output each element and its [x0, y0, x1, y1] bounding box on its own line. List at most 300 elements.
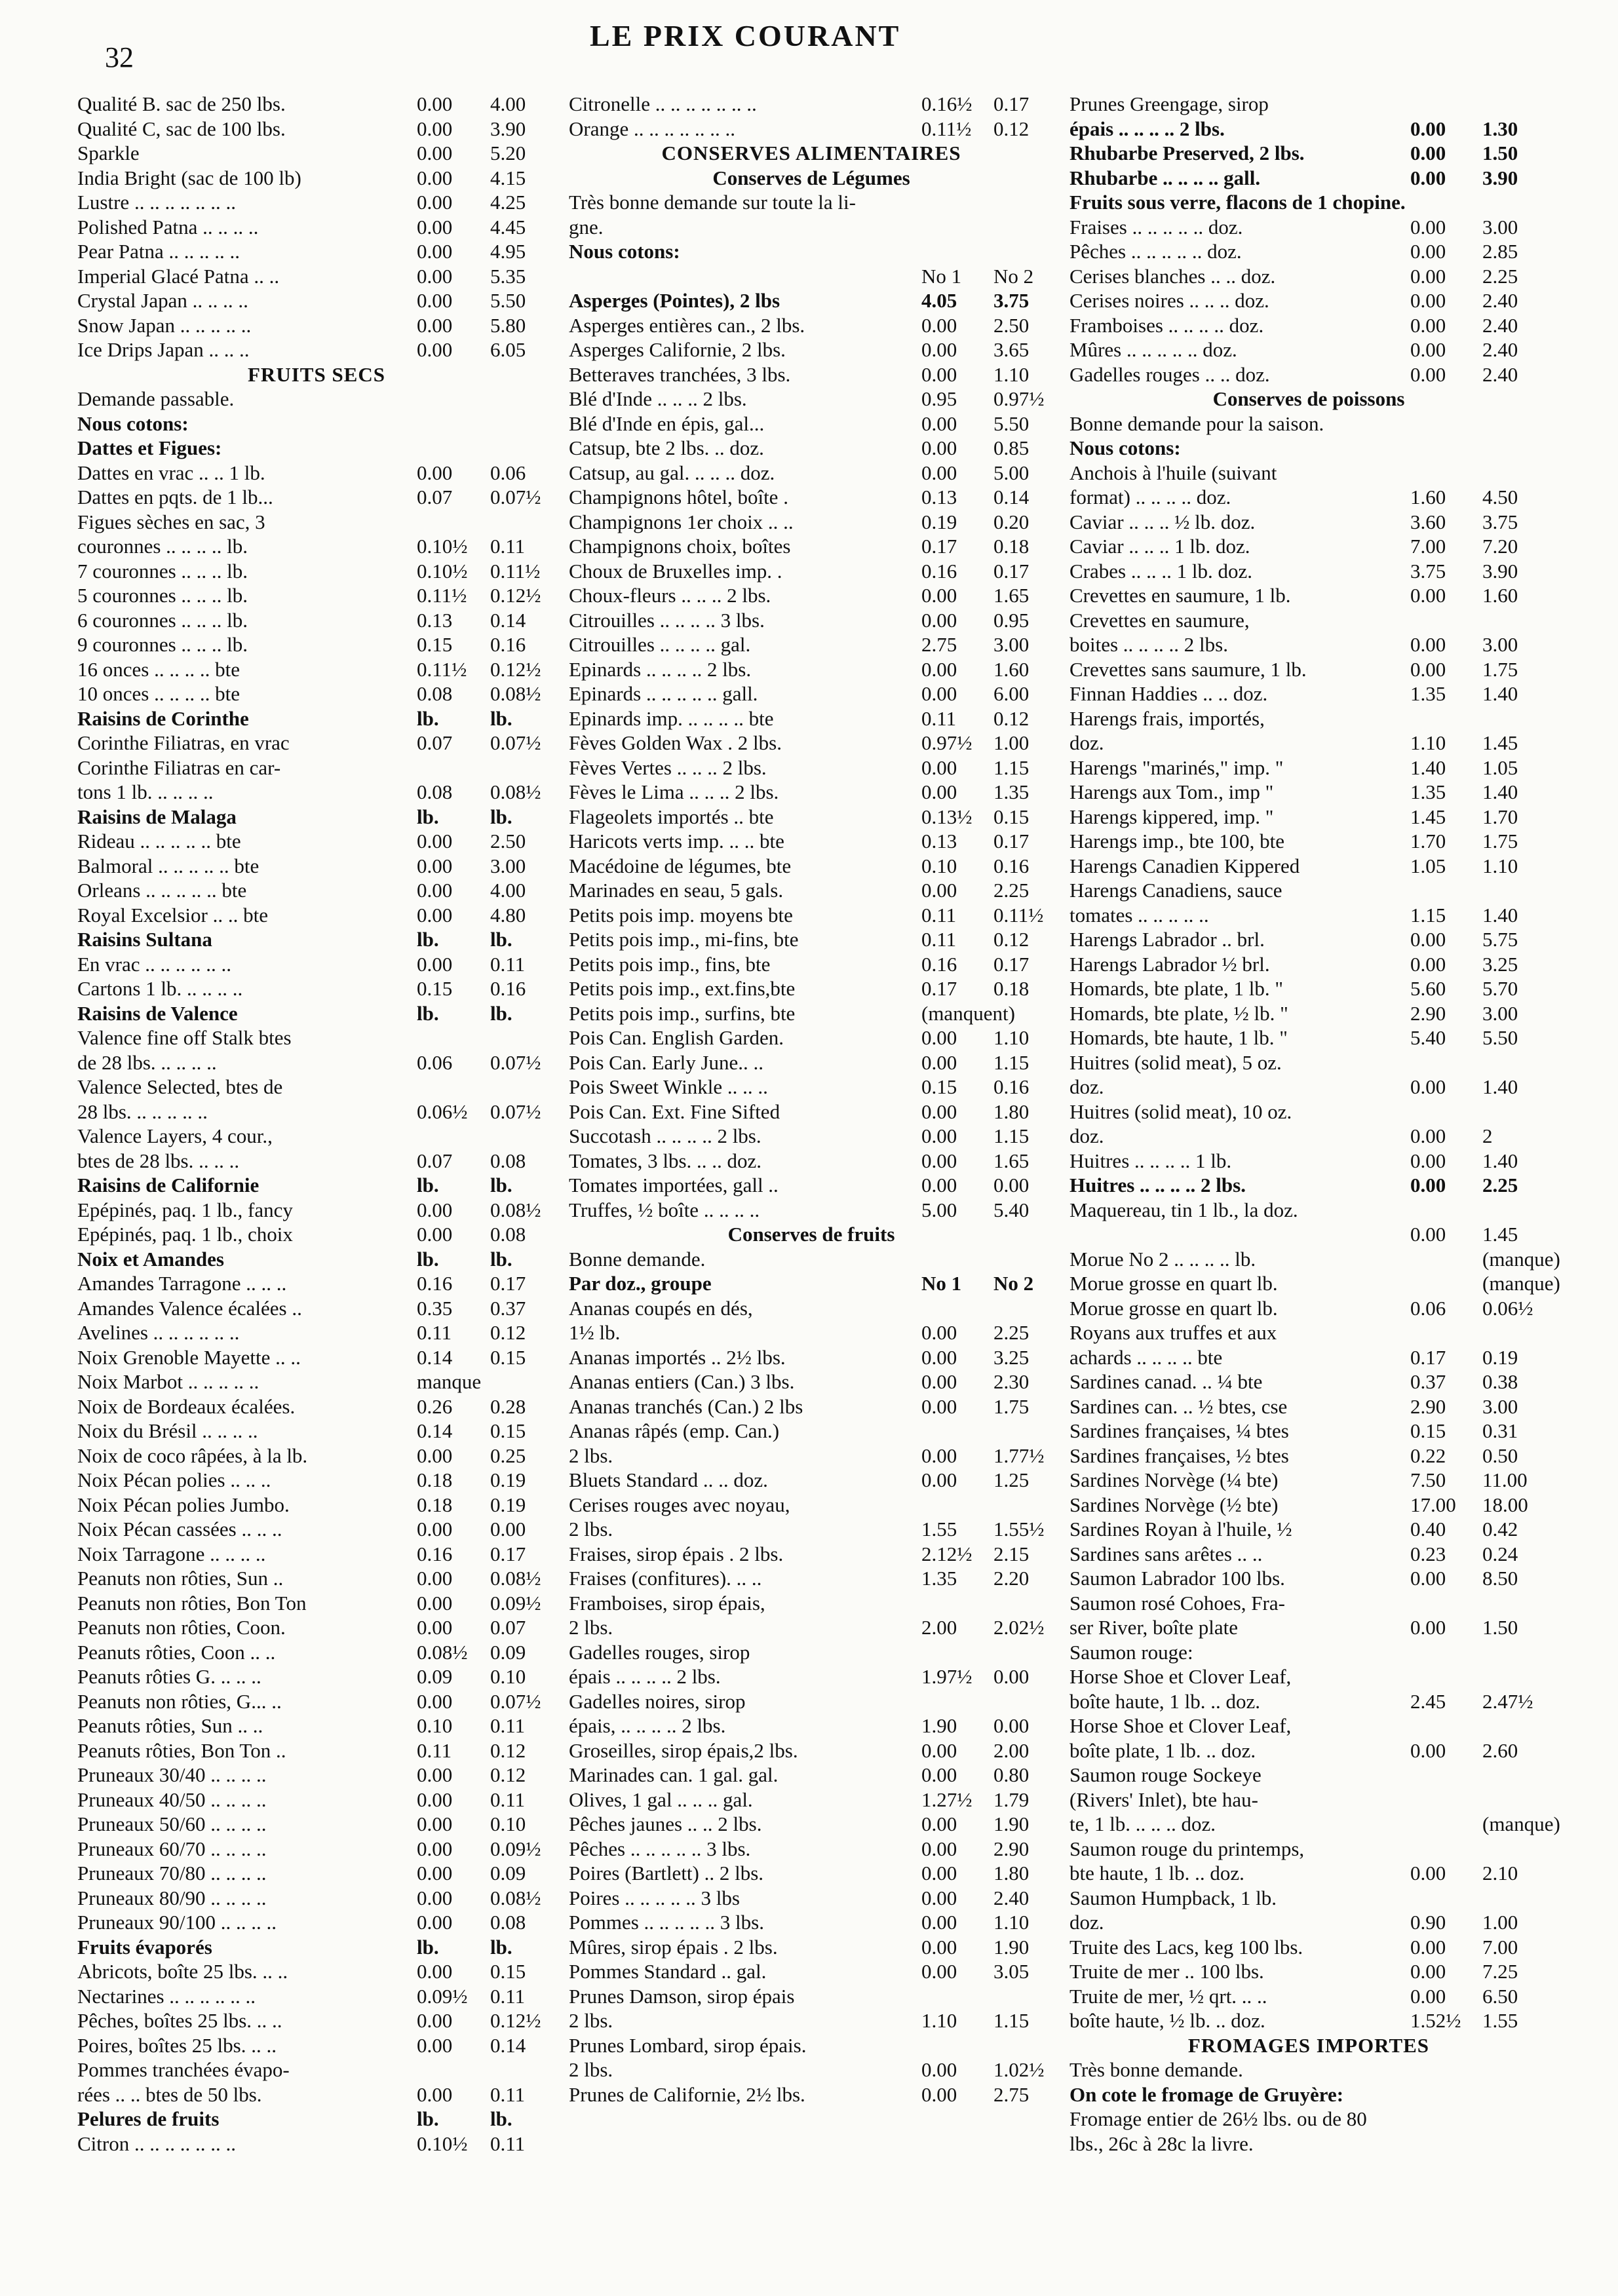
price-value: 1.65	[993, 1149, 1030, 1172]
item-label: Mûres .. .. .. .. .. doz.	[1069, 338, 1237, 361]
price-value	[490, 1369, 556, 1394]
price-row	[77, 1271, 556, 1296]
price-row	[1069, 1025, 1548, 1050]
price-row	[77, 313, 556, 338]
price-value: 1.25	[993, 1468, 1030, 1491]
price-value: 0.00	[993, 1174, 1030, 1196]
price-value: 1.40	[1410, 756, 1446, 779]
item-label: Très bonne demande sur toute la li-	[569, 191, 856, 214]
price-row	[77, 829, 556, 854]
price-row	[569, 559, 1054, 584]
item-label: Pommes .. .. .. .. .. 3 lbs.	[569, 1911, 764, 1934]
price-value: lb.	[417, 706, 439, 730]
item-label: Asperges entières can., 2 lbs.	[569, 313, 805, 337]
price-value: 0.95	[921, 387, 957, 410]
price-row	[77, 1615, 556, 1640]
price-row	[569, 1886, 1054, 1911]
price-value: 1.27½	[921, 1788, 973, 1811]
item-label: Conserves de Légumes	[712, 166, 910, 189]
price-row	[77, 1664, 556, 1689]
item-label: Horse Shoe et Clover Leaf,	[1069, 1714, 1292, 1737]
price-value: lb.	[490, 1001, 512, 1025]
price-row	[1069, 288, 1548, 313]
item-label: Fèves Vertes .. .. .. 2 lbs.	[569, 756, 767, 779]
price-value: 0.07½	[490, 731, 541, 754]
price-row	[1069, 1100, 1548, 1124]
price-value: 0.08	[490, 1223, 526, 1246]
price-value: 2.60	[1482, 1738, 1518, 1762]
price-row	[1069, 1812, 1560, 1837]
price-value: 0.11	[417, 1321, 452, 1344]
price-value: 0.00	[993, 1714, 1030, 1737]
price-value: 0.06½	[1482, 1296, 1533, 1320]
price-value: 5.40	[1410, 1026, 1446, 1049]
item-label: Truite des Lacs, keg 100 lbs.	[1069, 1935, 1303, 1959]
price-row	[1069, 1713, 1548, 1738]
price-row	[569, 1369, 1054, 1394]
item-label: Pruneaux 60/70 .. .. .. ..	[77, 1837, 267, 1860]
item-label: Tomates, 3 lbs. .. .. doz.	[569, 1149, 762, 1172]
price-row	[1069, 952, 1548, 977]
item-label: Choux-fleurs .. .. .. 2 lbs.	[569, 584, 771, 607]
item-label: Gadelles rouges, sirop	[569, 1640, 750, 1664]
price-row	[569, 387, 1054, 411]
price-value: 17.00	[1410, 1493, 1456, 1516]
price-column-3	[1069, 92, 1560, 2156]
item-label: Epinards imp. .. .. .. .. bte	[569, 706, 774, 730]
price-value: 0.06½	[417, 1100, 468, 1123]
price-value: 5.50	[490, 289, 526, 312]
item-label: Noix de Bordeaux écalées.	[77, 1394, 296, 1418]
price-row	[569, 608, 1054, 633]
price-row	[569, 239, 1054, 264]
price-row	[1069, 1689, 1548, 1714]
item-label: India Bright (sac de 100 lb)	[77, 166, 301, 189]
price-value: 0.00	[417, 1763, 453, 1786]
item-label: Raisins de Californie	[77, 1174, 260, 1196]
item-label: tomates .. .. .. .. ..	[1069, 903, 1209, 927]
price-value: 7.00	[1482, 1935, 1518, 1959]
price-value: 0.00	[417, 240, 453, 263]
item-label: On cote le fromage de Gruyère:	[1069, 2082, 1344, 2106]
item-label: Huitres (solid meat), 10 oz.	[1069, 1100, 1292, 1123]
price-row	[569, 166, 1054, 191]
price-row	[77, 1394, 556, 1419]
price-row	[77, 1444, 556, 1468]
item-label: Fraises .. .. .. .. .. doz.	[1069, 215, 1243, 239]
price-value: 1.15	[993, 1124, 1030, 1147]
item-label: Marinades en seau, 5 gals.	[569, 879, 784, 902]
price-row	[569, 952, 1054, 977]
price-value: 2.25	[993, 1321, 1030, 1344]
item-label: Horse Shoe et Clover Leaf,	[1069, 1665, 1292, 1688]
price-value: 3.75	[1482, 510, 1518, 533]
price-row	[569, 1198, 1054, 1223]
price-value: 11.00	[1482, 1468, 1528, 1491]
item-label: 2 lbs.	[569, 2009, 613, 2032]
price-row	[569, 1247, 1054, 1272]
price-row	[1069, 1886, 1548, 1911]
price-row	[569, 1419, 1054, 1444]
item-label: Imperial Glacé Patna .. ..	[77, 264, 280, 288]
item-label: Polished Patna .. .. .. ..	[77, 215, 259, 239]
price-row	[77, 288, 556, 313]
price-value: 3.05	[993, 1960, 1030, 1983]
price-value: 0.11	[490, 1788, 526, 1811]
price-value: 0.00	[921, 584, 957, 607]
price-row	[77, 878, 556, 903]
price-value: 0.10	[490, 1665, 526, 1688]
price-value: 0.00	[921, 1321, 957, 1344]
price-row	[1069, 1591, 1548, 1616]
price-row	[1069, 2008, 1548, 2033]
price-row	[1069, 1640, 1548, 1665]
price-row	[569, 288, 1054, 313]
price-row	[77, 1591, 556, 1616]
price-value: 0.00	[921, 436, 957, 459]
price-row	[77, 239, 556, 264]
price-value: 4.00	[490, 92, 526, 115]
item-label: Noix Pécan polies Jumbo.	[77, 1493, 290, 1516]
item-label: Petits pois imp. moyens bte	[569, 903, 793, 927]
item-label: Demande passable.	[77, 387, 235, 410]
price-value: 0.16	[490, 977, 526, 1000]
price-value: 1.05	[1410, 854, 1446, 877]
item-label: Citrouilles .. .. .. .. gal.	[569, 633, 751, 656]
price-row	[1069, 1222, 1548, 1247]
price-value: 1.75	[1482, 657, 1518, 681]
price-value: 0.06	[417, 1050, 453, 1074]
price-row	[569, 1149, 1054, 1174]
price-value: 0.00	[921, 1738, 957, 1762]
price-row	[569, 854, 1054, 879]
item-label: Pêches jaunes .. .. 2 lbs.	[569, 1812, 762, 1835]
price-value: 0.19	[490, 1493, 526, 1516]
item-label: Mûres, sirop épais . 2 lbs.	[569, 1935, 778, 1959]
item-label: Catsup, au gal. .. .. .. doz.	[569, 461, 775, 484]
price-value: 5.50	[993, 411, 1030, 435]
price-row	[569, 337, 1054, 362]
item-label: Raisins de Valence	[77, 1001, 238, 1025]
price-value: 4.25	[490, 191, 526, 214]
item-label: Prunes Greengage, sirop	[1069, 92, 1269, 115]
item-label: Truite de mer, ½ qrt. .. ..	[1069, 1984, 1267, 2008]
item-label: 2 lbs.	[569, 1616, 613, 1639]
item-label: Amandes Tarragone .. .. ..	[77, 1272, 287, 1295]
price-value: 0.00	[921, 1812, 957, 1835]
price-value: No 1	[921, 264, 962, 288]
price-value: 0.12½	[490, 2009, 541, 2032]
price-row	[1069, 1173, 1548, 1198]
price-value: 0.07½	[490, 1689, 541, 1713]
price-value: 0.00	[1410, 1935, 1446, 1959]
price-value: 4.95	[490, 240, 526, 263]
price-value: 0.07½	[490, 486, 541, 508]
price-value: 0.00	[1410, 215, 1446, 239]
price-value: 0.19	[921, 510, 957, 533]
item-label: boîte haute, 1 lb. .. doz.	[1069, 1689, 1260, 1713]
item-label: Sardines françaises, ¼ btes	[1069, 1419, 1289, 1442]
price-value: 0.00	[417, 854, 453, 877]
price-value: 0.08	[417, 682, 453, 705]
price-value: 1.80	[993, 1862, 1030, 1885]
item-label: Noix et Amandes	[77, 1247, 224, 1271]
item-label: Fèves Golden Wax . 2 lbs.	[569, 731, 782, 754]
item-label: Sparkle	[77, 142, 140, 164]
price-value: 2.90	[1410, 1394, 1446, 1418]
item-label: Avelines .. .. .. .. .. ..	[77, 1321, 240, 1344]
price-row	[569, 878, 1054, 903]
price-row	[1069, 1517, 1548, 1542]
price-value: 0.00	[417, 1911, 453, 1934]
price-row	[1069, 264, 1548, 289]
price-value: 0.00	[1410, 1567, 1446, 1590]
price-value: 0.00	[921, 682, 957, 705]
price-row	[1069, 510, 1548, 535]
item-label: Pear Patna .. .. .. .. ..	[77, 240, 240, 263]
price-value: 1.40	[1482, 1075, 1518, 1098]
price-value: 0.00	[417, 2009, 453, 2032]
item-label: 2 lbs.	[569, 1444, 613, 1467]
price-value: 0.08½	[490, 682, 541, 705]
section-heading	[569, 141, 1054, 166]
price-row	[569, 1394, 1054, 1419]
item-label: Prunes Damson, sirop épais	[569, 1984, 795, 2008]
item-label: Truffes, ½ boîte .. .. .. ..	[569, 1198, 760, 1221]
item-label: Tomates importées, gall ..	[569, 1174, 779, 1196]
price-value: 0.17	[993, 92, 1030, 115]
price-value: 3.90	[1482, 166, 1518, 189]
price-value: 0.00	[921, 338, 957, 361]
price-row	[569, 731, 1054, 756]
price-value: 2.75	[921, 633, 957, 656]
price-value: 8.50	[1482, 1567, 1518, 1590]
item-label: Maquereau, tin 1 lb., la doz.	[1069, 1198, 1298, 1221]
item-label: Champignons choix, boîtes	[569, 535, 791, 558]
price-value: 2.15	[993, 1542, 1030, 1565]
item-label: 2 lbs.	[569, 2058, 613, 2081]
price-row	[1069, 1320, 1548, 1345]
price-value: 0.00	[921, 2082, 957, 2106]
price-row	[569, 1050, 1054, 1075]
item-label: Pêches .. .. .. .. .. 3 lbs.	[569, 1837, 751, 1860]
price-row	[77, 1320, 556, 1345]
price-value: 0.11½	[993, 903, 1044, 927]
price-value: 1.70	[1482, 805, 1518, 828]
price-value: 0.00	[921, 1911, 957, 1934]
item-label: Figues sèches en sac, 3	[77, 510, 265, 533]
price-value: No 2	[993, 264, 1034, 288]
price-row	[569, 1517, 1054, 1542]
item-label: Harengs "marinés," imp. "	[1069, 756, 1284, 779]
price-row	[77, 461, 556, 486]
section-title: CONSERVES ALIMENTAIRES	[661, 142, 961, 164]
price-row	[569, 1566, 1054, 1591]
price-value: 0.10½	[417, 535, 468, 558]
price-value: (manque)	[1482, 1812, 1560, 1835]
price-value: 1.15	[993, 2009, 1030, 2032]
price-value: 0.09½	[490, 1837, 541, 1860]
item-label: Flageolets importés .. bte	[569, 805, 774, 828]
item-label: Par doz., groupe	[569, 1272, 712, 1295]
price-value: 0.16	[993, 854, 1030, 877]
item-label: Ice Drips Japan .. .. ..	[77, 338, 250, 361]
price-value: 1.35	[1410, 780, 1446, 803]
item-label: Rhubarbe .. .. .. .. gall.	[1069, 166, 1261, 189]
price-row	[569, 1124, 1054, 1149]
price-value: 0.00	[921, 1345, 957, 1369]
item-label: Pois Can. Early June.. ..	[569, 1050, 764, 1074]
price-row	[77, 1959, 556, 1984]
price-row	[77, 805, 556, 830]
price-row	[569, 1984, 1054, 2009]
item-label: Orleans .. .. .. .. .. bte	[77, 879, 247, 902]
price-value: 2.40	[993, 1886, 1030, 1909]
price-value: 0.00	[921, 1444, 957, 1467]
price-value: 2.25	[1482, 264, 1518, 288]
price-value: 1.35	[1410, 682, 1446, 705]
price-value: 0.14	[417, 1345, 453, 1369]
price-value: 0.24	[1482, 1542, 1518, 1565]
item-label: Bonne demande pour la saison.	[1069, 411, 1324, 435]
item-label: Betteraves tranchées, 3 lbs.	[569, 362, 791, 386]
item-label: Fraises (confitures). .. ..	[569, 1567, 762, 1590]
price-value: 1.80	[993, 1100, 1030, 1123]
price-value: 0.00	[921, 1886, 957, 1909]
price-value: 0.00	[921, 1960, 957, 1983]
price-value: 3.00	[1482, 633, 1518, 656]
price-value: 0.31	[1482, 1419, 1518, 1442]
price-value: 0.00	[1410, 313, 1446, 337]
price-row	[77, 780, 556, 805]
price-value: 3.60	[1410, 510, 1446, 533]
price-row	[1069, 2082, 1548, 2107]
price-value: 0.16	[490, 633, 526, 656]
price-row	[1069, 1296, 1548, 1321]
price-value: 0.00	[417, 191, 453, 214]
item-label: Marinades can. 1 gal. gal.	[569, 1763, 779, 1786]
price-row	[77, 854, 556, 879]
price-value: 0.13	[417, 608, 453, 632]
price-row	[569, 1615, 1054, 1640]
price-value: 0.15	[993, 805, 1030, 828]
item-label: Homards, bte plate, ½ lb. "	[1069, 1001, 1288, 1025]
price-row	[569, 411, 1054, 436]
price-value: 0.00	[921, 1394, 957, 1418]
item-label: Petits pois imp., ext.fins,bte	[569, 977, 796, 1000]
price-row	[569, 2057, 1054, 2082]
price-value: 0.00	[921, 411, 957, 435]
price-value: 0.00	[417, 289, 453, 312]
price-value: 5.70	[1482, 977, 1518, 1000]
price-row	[77, 2107, 556, 2132]
price-value: 0.09	[490, 1862, 526, 1885]
price-row	[77, 510, 556, 535]
price-row	[569, 215, 1054, 240]
section-heading	[1069, 2033, 1548, 2058]
item-label: Pruneaux 90/100 .. .. .. ..	[77, 1911, 277, 1934]
item-label: Pruneaux 70/80 .. .. .. ..	[77, 1862, 267, 1885]
item-label: rées .. .. btes de 50 lbs.	[77, 2082, 262, 2106]
item-label: bte haute, 1 lb. .. doz.	[1069, 1862, 1244, 1885]
item-label: Asperges Californie, 2 lbs.	[569, 338, 786, 361]
price-row	[569, 780, 1054, 805]
item-label: Pruneaux 80/90 .. .. .. ..	[77, 1886, 267, 1909]
price-row	[569, 1861, 1054, 1886]
price-value: 2.30	[993, 1370, 1030, 1393]
price-value: 0.08	[490, 1149, 526, 1172]
item-label: Noix Marbot .. .. .. .. ..	[77, 1370, 260, 1393]
price-value: 7.20	[1482, 535, 1518, 558]
item-label: Anchois à l'huile (suivant	[1069, 461, 1277, 484]
item-label: Peanuts rôties G. .. .. ..	[77, 1665, 261, 1688]
item-label: Noix Pécan polies .. .. ..	[77, 1468, 271, 1491]
price-value: 3.00	[490, 854, 526, 877]
price-row	[569, 1935, 1054, 1960]
price-value: 0.12½	[490, 657, 541, 681]
price-value: 1.60	[1482, 584, 1518, 607]
price-row	[1069, 2132, 1548, 2156]
item-label: Ananas coupés en dés,	[569, 1296, 753, 1320]
price-row	[1069, 731, 1548, 756]
item-label: Succotash .. .. .. .. 2 lbs.	[569, 1124, 761, 1147]
price-row	[77, 706, 556, 731]
price-value: lb.	[417, 1935, 439, 1959]
item-label: Pois Sweet Winkle .. .. ..	[569, 1075, 768, 1098]
price-row	[1069, 903, 1548, 928]
price-row	[77, 190, 556, 215]
price-row	[1069, 854, 1548, 879]
price-value: 0.95	[993, 608, 1030, 632]
price-value: lb.	[417, 2107, 439, 2130]
price-value: 2.10	[1482, 1862, 1518, 1885]
price-value: 3.00	[1482, 1001, 1518, 1025]
price-row	[1069, 706, 1548, 731]
price-value: 0.00	[921, 1149, 957, 1172]
price-value: lb.	[417, 1174, 439, 1196]
price-value: 0.10½	[417, 559, 468, 583]
price-value	[1410, 1812, 1482, 1837]
item-label: Qualité B. sac de 250 lbs.	[77, 92, 286, 115]
price-value: 0.35	[417, 1296, 453, 1320]
price-value: 0.00	[417, 142, 453, 164]
price-value: 0.00	[417, 1198, 453, 1221]
price-row	[1069, 1788, 1548, 1812]
price-value: 5.35	[490, 264, 526, 288]
price-value: 0.00	[417, 952, 453, 976]
price-value: 0.07½	[490, 1050, 541, 1074]
item-label: Valence fine off Stalk btes	[77, 1026, 292, 1049]
price-row	[569, 1320, 1054, 1345]
price-value: 4.05	[921, 289, 957, 312]
price-row	[1069, 805, 1548, 830]
price-row	[1069, 1861, 1548, 1886]
price-row	[1069, 559, 1548, 584]
item-label: 9 couronnes .. .. .. lb.	[77, 633, 248, 656]
price-row	[77, 1296, 556, 1321]
price-value: No 1	[921, 1272, 962, 1295]
price-value: 0.09½	[417, 1984, 468, 2008]
price-row	[569, 657, 1054, 682]
price-value: 0.00	[1410, 166, 1446, 189]
price-row	[1069, 1837, 1548, 1862]
price-value: manque	[417, 1370, 482, 1393]
item-label: Ananas râpés (emp. Can.)	[569, 1419, 780, 1442]
price-row	[1069, 215, 1548, 240]
item-label: Macédoine de légumes, bte	[569, 854, 792, 877]
price-row	[1069, 1369, 1548, 1394]
price-value: 1.90	[993, 1812, 1030, 1835]
